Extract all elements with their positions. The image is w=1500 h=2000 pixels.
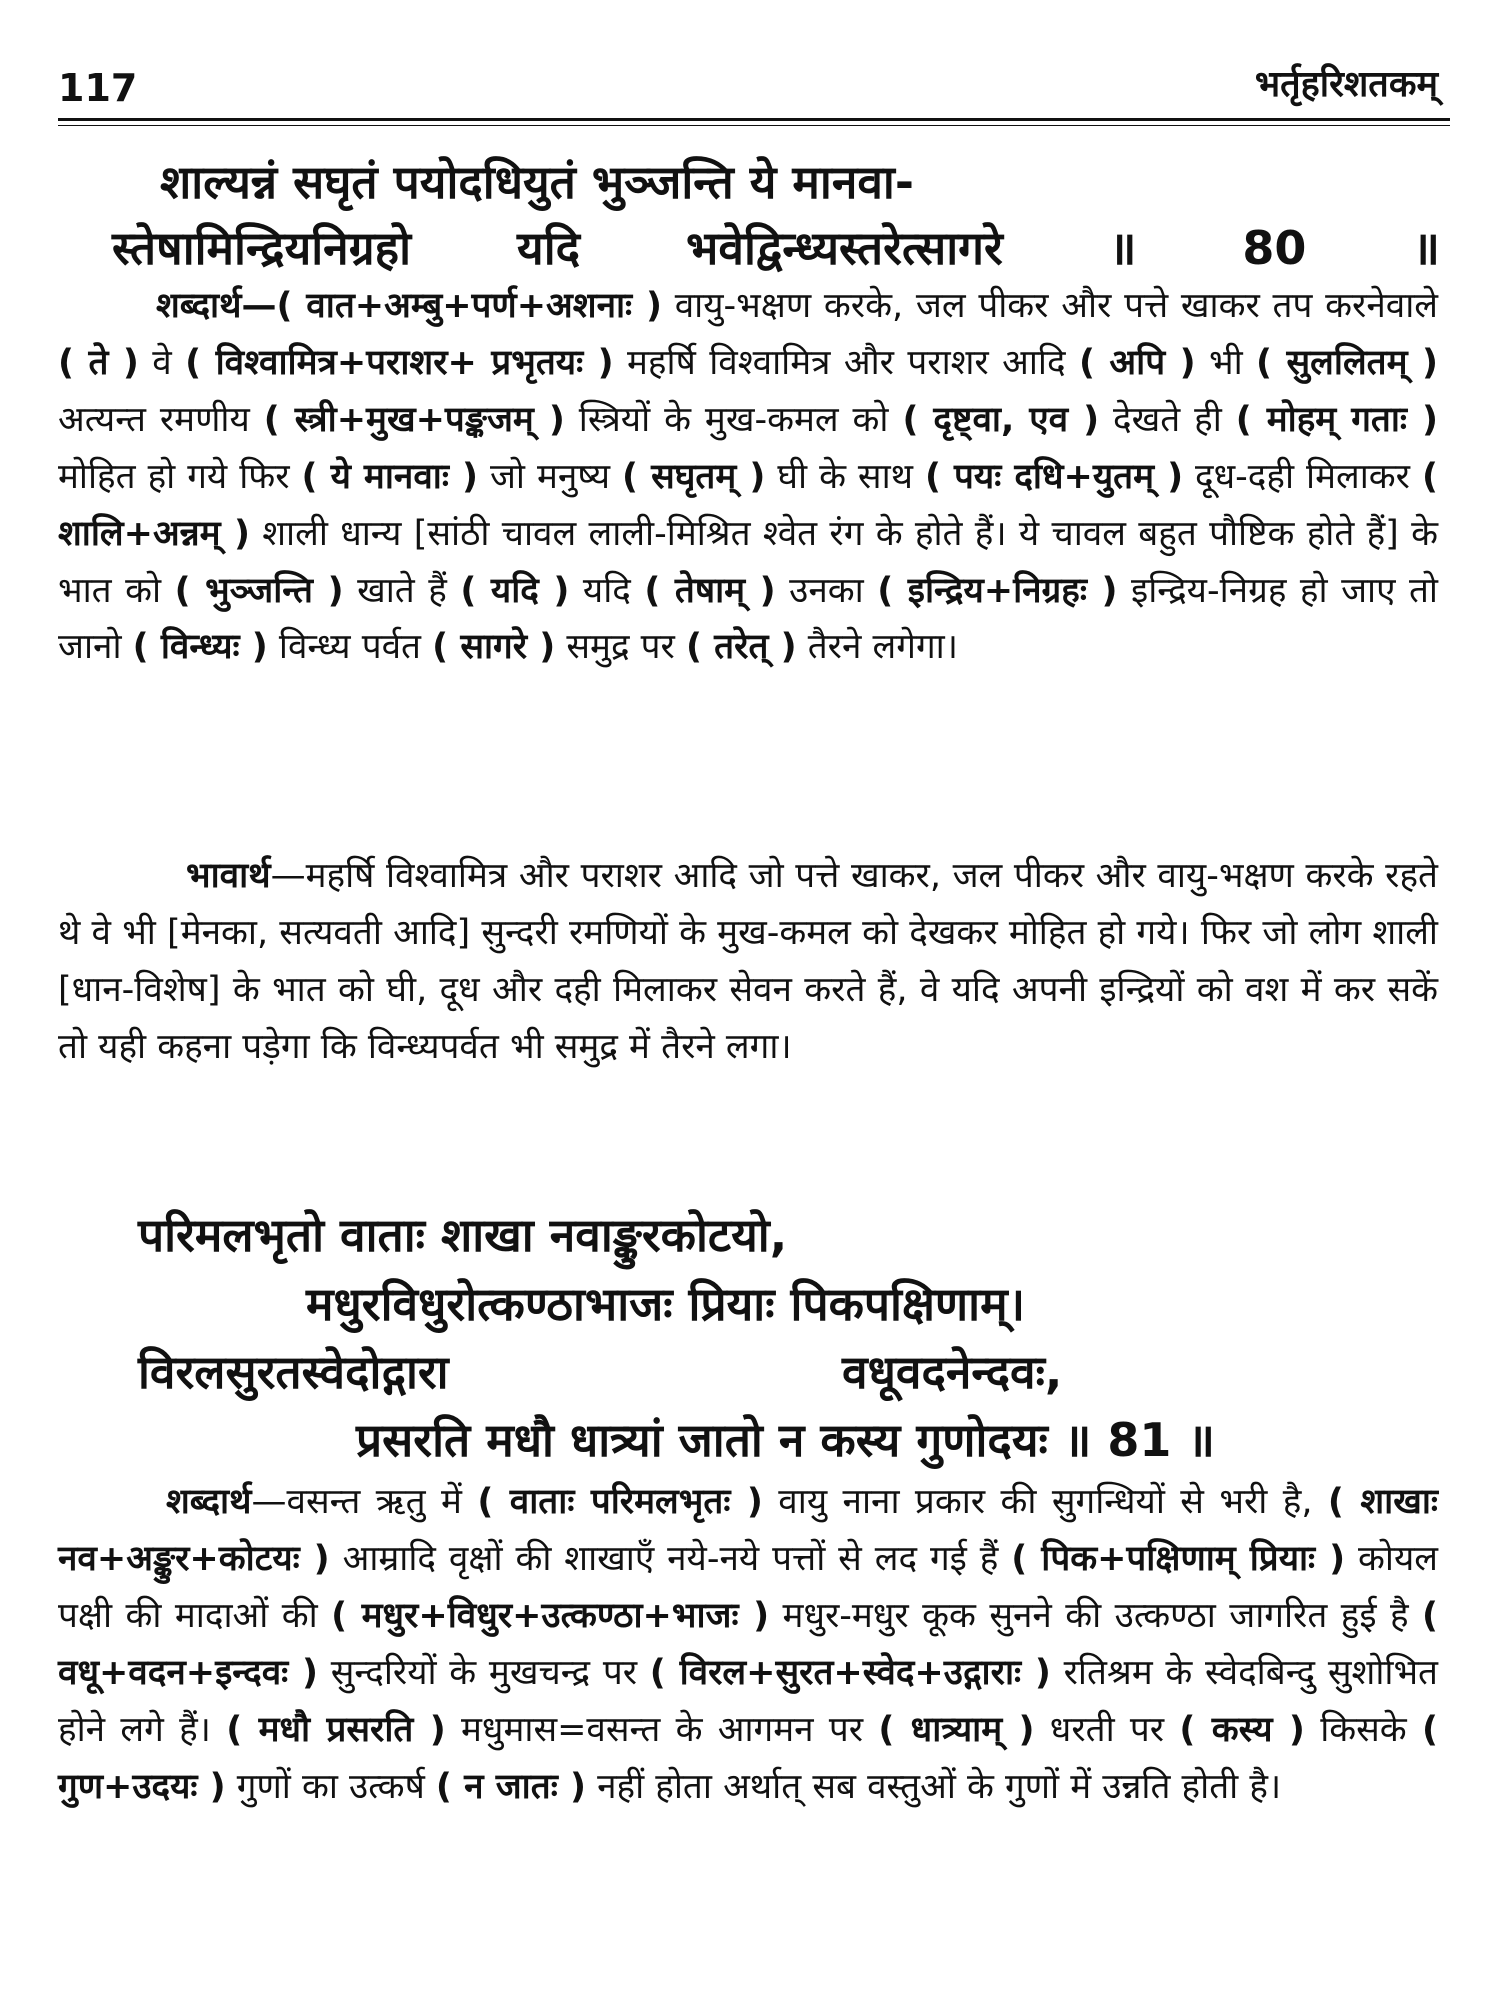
- verse-80-line-2: स्तेषामिन्द्रियनिग्रहो यदि भवेद्विन्ध्यस्तरेत्सागरे ॥ 80 ॥: [112, 221, 1440, 275]
- verse-81-line-3a: विरलसुरतस्वेदोद्गारा: [138, 1345, 449, 1399]
- verse-80-line-1: शाल्यन्नं सघृतं पयोदधियुतं भुञ्जन्ति ये मानवा-: [160, 155, 914, 209]
- shabdartha-81: शब्दार्थ—वसन्त ऋतु में ( वाताः परिमलभृतः ) वायु नाना प्रकार की सुगन्धियों से भरी है, ( शाखाः नव+अङ्कुर+कोटयः ) आम्रादि वृक्षों की शाखाएँ नये-नये पत्तों से लद गई हैं ( पिक+पक्षिणाम् प्रियाः ) कोयल पक्षी की मादाओं की ( मधुर+विधुर+उत्कण्ठा+भाजः ) मधुर-मधुर कूक सुनने की उत्कण्ठा जागरित हुई है ( वधू+वदन+इन्दवः ) सुन्दरियों के मुखचन्द्र पर ( विरल+सुरत+स्वेद+उद्गाराः ) रतिश्रम के स्वेदबिन्दु सुशोभित होने लगे हैं। ( मधौ प्रसरति ) मधुमास=वसन्त के आगमन पर ( धात्र्याम् ) धरती पर ( कस्य ) किसके ( गुण+उदयः ) गुणों का उत्कर्ष ( न जातः ) नहीं होता अर्थात् सब वस्तुओं के गुणों में उन्नति होती है।: [58, 1482, 1439, 1807]
- verse-81-line-2: मधुरविधुरोत्कण्ठाभाजः प्रियाः पिकपक्षिणाम्।: [306, 1277, 1026, 1331]
- verse-81-line-1: परिमलभृतो वाताः शाखा नवाङ्कुरकोटयो,: [138, 1208, 788, 1262]
- shabdartha-80: शब्दार्थ—( वात+अम्बु+पर्ण+अशनाः ) वायु-भक्षण करके, जल पीकर और पत्ते खाकर तप करनेवाले ( ते ) वे ( विश्वामित्र+पराशर+ प्रभृतयः ) महर्षि विश्वामित्र और पराशर आदि ( अपि ) भी ( सुललितम् ) अत्यन्त रमणीय ( स्त्री+मुख+पङ्कजम् ) स्त्रियों के मुख-कमल को ( दृष्ट्वा, एव ) देखते ही ( मोहम् गताः ) मोहित हो गये फिर ( ये मानवाः ) जो मनुष्य ( सघृतम् ) घी के साथ ( पयः दधि+युतम् ) दूध-दही मिलाकर ( शालि+अन्नम् ) शाली धान्य [सांठी चावल लाली-मिश्रित श्वेत रंग के होते हैं। ये चावल बहुत पौष्टिक होते हैं] के भात को ( भुञ्जन्ति ) खाते हैं ( यदि ) यदि ( तेषाम् ) उनका ( इन्द्रिय+निग्रहः ) इन्द्रिय-निग्रह हो जाए तो जानो ( विन्ध्यः ) विन्ध्य पर्वत ( सागरे ) समुद्र पर ( तरेत् ) तैरने लगेगा।: [58, 286, 1439, 668]
- verse-81-line-3b: वधूवदनेन्दवः,: [842, 1345, 1063, 1399]
- shabdartha-label: शब्दार्थ: [156, 286, 242, 326]
- verse-81-line-4: प्रसरति मधौ धात्र्यां जातो न कस्य गुणोदयः ॥ 81 ॥: [356, 1413, 1215, 1467]
- header-rule: [58, 118, 1450, 126]
- bhavartha-80: भावार्थ—महर्षि विश्वामित्र और पराशर आदि जो पत्ते खाकर, जल पीकर और वायु-भक्षण करके रहते थे वे भी [मेनका, सत्यवती आदि] सुन्दरी रमणियों के मुख-कमल को देखकर मोहित हो गये। फिर जो लोग शाली [धान-विशेष] के भात को घी, दूध और दही मिलाकर सेवन करते हैं, वे यदि अपनी इन्द्रियों को वश में कर सकें तो यही कहना पड़ेगा कि विन्ध्यपर्वत भी समुद्र में तैरने लगा।: [58, 856, 1438, 1067]
- running-header-title: भर्तृहरिशतकम्: [1254, 64, 1438, 105]
- page-number: 117: [58, 66, 138, 110]
- shabdartha-label: शब्दार्थ: [166, 1482, 252, 1522]
- bhavartha-label: भावार्थ: [186, 856, 271, 896]
